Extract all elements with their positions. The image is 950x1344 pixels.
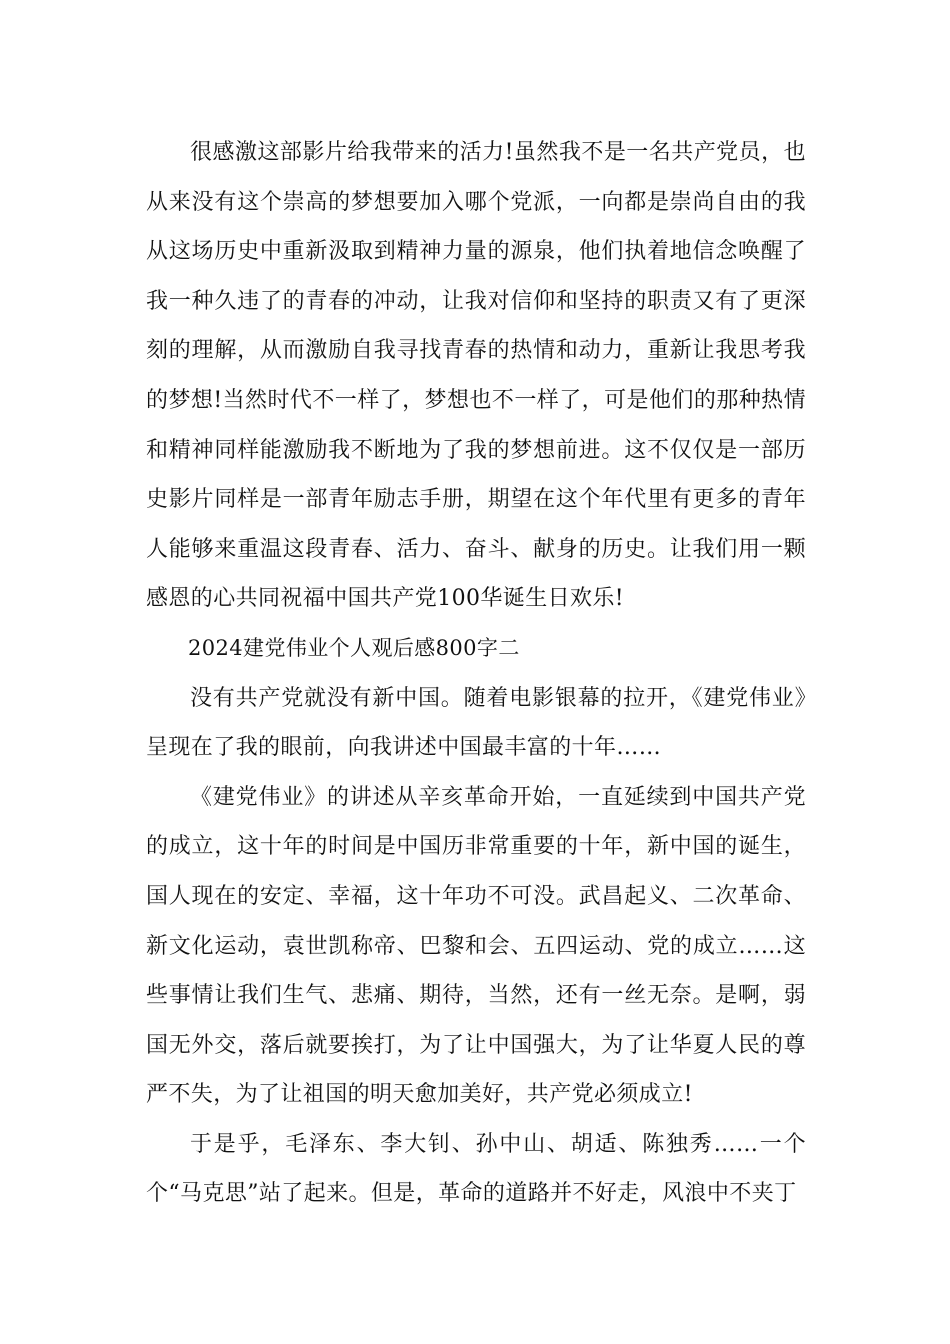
document-body bbox=[146, 128, 806, 1219]
paragraph-figures: 于是乎，毛泽东、李大钊、孙中山、胡适、陈独秀……一个个“马克思”站了起来。但是，革命的道路并不好走，风浪中不夹丁 bbox=[146, 1131, 806, 1207]
paragraph-intro: 没有共产党就没有新中国。随着电影银幕的拉开，《建党伟业》呈现在了我的眼前，向我讲述中国最丰富的十年…… bbox=[146, 685, 806, 761]
section-heading: 2024建党伟业个人观后感800字二 bbox=[188, 635, 520, 660]
paragraph-gratitude: 很感激这部影片给我带来的活力!虽然我不是一名共产党员，也从来没有这个崇高的梦想要加入哪个党派，一向都是崇尚自由的我从这场历史中重新汲取到精神力量的源泉，他们执着地信念唤醒了我一种久违了的青春的冲动，让我对信仰和坚持的职责又有了更深刻的理解，从而激励自我寻找青春的热情和动力，重新让我思考我的梦想!当然时代不一样了，梦想也不一样了，可是他们的那种热情和精神同样能激励我不断地为了我的梦想前进。这不仅仅是一部历史影片同样是一部青年励志手册，期望在这个年代里有更多的青年人能够来重温这段青春、活力、奋斗、献身的历史。让我们用一颗感恩的心共同祝福中国共产党100华诞生日欢乐! bbox=[146, 140, 806, 612]
paragraph-history: 《建党伟业》的讲述从辛亥革命开始，一直延续到中国共产党的成立，这十年的时间是中国历非常重要的十年，新中国的诞生，国人现在的安定、幸福，这十年功不可没。武昌起义、二次革命、新文化运动，袁世凯称帝、巴黎和会、五四运动、党的成立……这些事情让我们生气、悲痛、期待，当然，还有一丝无奈。是啊，弱国无外交，落后就要挨打，为了让中国强大，为了让华夏人民的尊严不失，为了让祖国的明天愈加美好，共产党必须成立! bbox=[146, 784, 806, 1108]
